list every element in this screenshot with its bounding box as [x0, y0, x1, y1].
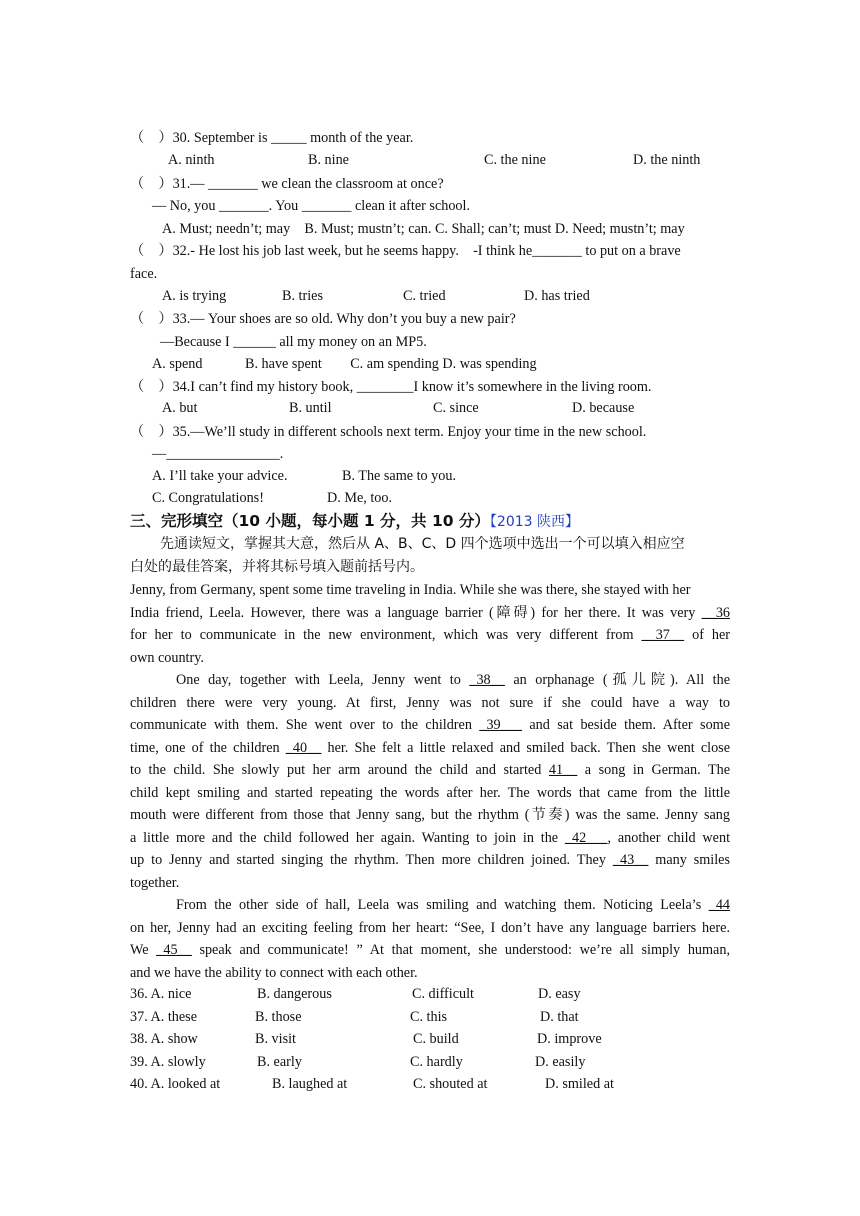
question-34-stem: （ ）34.I can’t find my history book, ________I know it’s somewhere in the living room.: [130, 379, 652, 395]
question-30-stem: （ ）30. September is _____ month of the year.: [130, 130, 414, 146]
passage-text: time, one of the children: [130, 740, 280, 756]
q34-option-d: D. because: [572, 400, 635, 416]
q38-option-a: 38. A. show: [130, 1031, 198, 1047]
blank-38: _38__: [469, 672, 505, 688]
q31-options: A. Must; needn’t; may B. Must; mustn’t; can. C. Shall; can’t; must D. Need; mustn’t; may: [162, 221, 685, 237]
q35-option-b: B. The same to you.: [342, 468, 457, 484]
q30-option-d: D. the ninth: [633, 152, 701, 168]
q37-option-b: B. those: [255, 1009, 302, 1025]
passage-p1-line2: [130, 604, 730, 622]
passage-p2-line4: [130, 739, 730, 757]
question-31-stem: （ ）31.— _______ we clean the classroom at once?: [130, 176, 444, 192]
passage-text: a little more and the child followed her again. Wanting to join in the: [130, 830, 559, 846]
q37-option-c: C. this: [410, 1009, 448, 1025]
q34-option-a: A. but: [162, 400, 198, 416]
passage-p2-line6: child kept smiling and started repeating the words after her. The words that came from the little: [130, 785, 730, 801]
passage-p1-line1: Jenny, from Germany, spent some time traveling in India. While she was there, she stayed with her: [130, 582, 691, 598]
passage-text: of her: [692, 627, 731, 643]
q30-option-c: C. the nine: [484, 152, 546, 168]
blank-39: _39___: [479, 717, 522, 733]
passage-text: and sat beside them. After some: [529, 717, 731, 733]
passage-text: speak and communicate! ” At that moment, she understood: we’re all simply human,: [199, 942, 730, 958]
passage-p2-line7: mouth were different from those that Jenny sang, but the rhythm (节奏) was the same. Jenny sang: [130, 807, 730, 823]
question-33-reply: —Because I ______ all my money on an MP5.: [160, 334, 427, 350]
blank-37: __37__: [641, 627, 685, 643]
question-32-stem: （ ）32.- He lost his job last week, but he seems happy. -I think he_______ to put on a brave: [130, 243, 681, 259]
section-3-title: 三、完形填空（10 小题，每小题 1 分，共 10 分）: [130, 512, 490, 530]
q35-option-a: A. I’ll take your advice.: [152, 468, 288, 484]
q39-option-d: D. easily: [535, 1054, 586, 1070]
passage-text: a song in German. The: [584, 762, 731, 778]
q38-option-c: C. build: [413, 1031, 459, 1047]
passage-text: communicate with them. She went over to the children: [130, 717, 472, 733]
q39-option-a: 39. A. slowly: [130, 1054, 206, 1070]
passage-p3-line3: [130, 941, 730, 959]
passage-text: for her to communicate in the new environment, which was very different from: [130, 627, 634, 643]
q32-option-c: C. tried: [403, 288, 446, 304]
passage-p2-line10: together.: [130, 875, 180, 891]
passage-text: an orphanage (孤儿院). All the: [513, 672, 731, 688]
q32-option-d: D. has tried: [524, 288, 590, 304]
section-3-source: 【2013 陕西】: [489, 514, 580, 530]
q36-option-c: C. difficult: [412, 986, 475, 1002]
passage-p3-line1: [176, 896, 730, 914]
blank-40: _40__: [285, 740, 322, 756]
q34-option-c: C. since: [433, 400, 479, 416]
question-31-reply: — No, you _______. You _______ clean it after school.: [152, 198, 471, 214]
q36-option-a: 36. A. nice: [130, 986, 192, 1002]
q40-option-b: B. laughed at: [272, 1076, 348, 1092]
question-35-reply: —________________.: [152, 446, 284, 462]
blank-42: _42___: [564, 830, 608, 846]
question-35-stem: （ ）35.—We’ll study in different schools next term. Enjoy your time in the new school.: [130, 424, 647, 440]
passage-p3-line2: on her, Jenny had an exciting feeling from her heart: “See, I don’t have any language barriers here.: [130, 920, 730, 936]
passage-p2-line3: [130, 716, 730, 734]
section-3-instruction-line2: 白处的最佳答案，并将其标号填入题前括号内。: [130, 559, 424, 575]
q37-option-a: 37. A. these: [130, 1009, 197, 1025]
passage-text: From the other side of hall, Leela was smiling and watching them. Noticing Leela’s: [176, 897, 702, 913]
passage-p2-line1: [176, 671, 730, 689]
blank-45: _45__: [156, 942, 192, 958]
q33-options: A. spend B. have spent C. am spending D. was spending: [152, 356, 537, 372]
passage-p2-line2: children there were very young. At first, Jenny was not sure if she could have a way to: [130, 695, 730, 711]
q32-option-b: B. tries: [282, 288, 323, 304]
q35-option-c: C. Congratulations!: [152, 490, 264, 506]
blank-36: __36: [701, 605, 730, 621]
q40-option-c: C. shouted at: [413, 1076, 488, 1092]
q36-option-b: B. dangerous: [257, 986, 332, 1002]
passage-text: her. She felt a little relaxed and smiled back. Then she went close: [327, 740, 730, 756]
passage-text: We: [130, 942, 149, 958]
blank-41: 41__: [548, 762, 578, 778]
q32-option-a: A. is trying: [162, 288, 227, 304]
q35-option-d: D. Me, too.: [327, 490, 393, 506]
passage-p3-line4: and we have the ability to connect with each other.: [130, 965, 418, 981]
passage-text: India friend, Leela. However, there was a language barrier (障碍) for her there. It was very: [130, 605, 696, 621]
q39-option-c: C. hardly: [410, 1054, 463, 1070]
q38-option-b: B. visit: [255, 1031, 296, 1047]
passage-p2-line9: [130, 851, 730, 869]
question-33-stem: （ ）33.— Your shoes are so old. Why don’t you buy a new pair?: [130, 311, 516, 327]
passage-p1-line4: own country.: [130, 650, 204, 666]
q38-option-d: D. improve: [537, 1031, 602, 1047]
q39-option-b: B. early: [257, 1054, 302, 1070]
passage-text: up to Jenny and started singing the rhythm. Then more children joined. They: [130, 852, 606, 868]
q30-option-a: A. ninth: [168, 152, 215, 168]
question-32-stem-cont: face.: [130, 266, 158, 282]
section-3-heading: [130, 512, 579, 531]
passage-text: One day, together with Leela, Jenny went to: [176, 672, 461, 688]
passage-text: many smiles: [655, 852, 730, 868]
q30-option-b: B. nine: [308, 152, 349, 168]
passage-p2-line8: [130, 829, 730, 847]
blank-43: _43__: [612, 852, 649, 868]
passage-text: to the child. She slowly put her arm around the child and started: [130, 762, 542, 778]
q40-option-a: 40. A. looked at: [130, 1076, 221, 1092]
passage-p1-line3: [130, 626, 730, 644]
section-3-instruction-line1: 先通读短文，掌握其大意，然后从 A、B、C、D 四个选项中选出一个可以填入相应空: [160, 536, 685, 552]
passage-p2-line5: [130, 761, 730, 779]
passage-text: , another child went: [607, 830, 731, 846]
q34-option-b: B. until: [289, 400, 332, 416]
blank-44: _44: [708, 897, 731, 913]
q40-option-d: D. smiled at: [545, 1076, 614, 1092]
q37-option-d: D. that: [540, 1009, 579, 1025]
q36-option-d: D. easy: [538, 986, 581, 1002]
